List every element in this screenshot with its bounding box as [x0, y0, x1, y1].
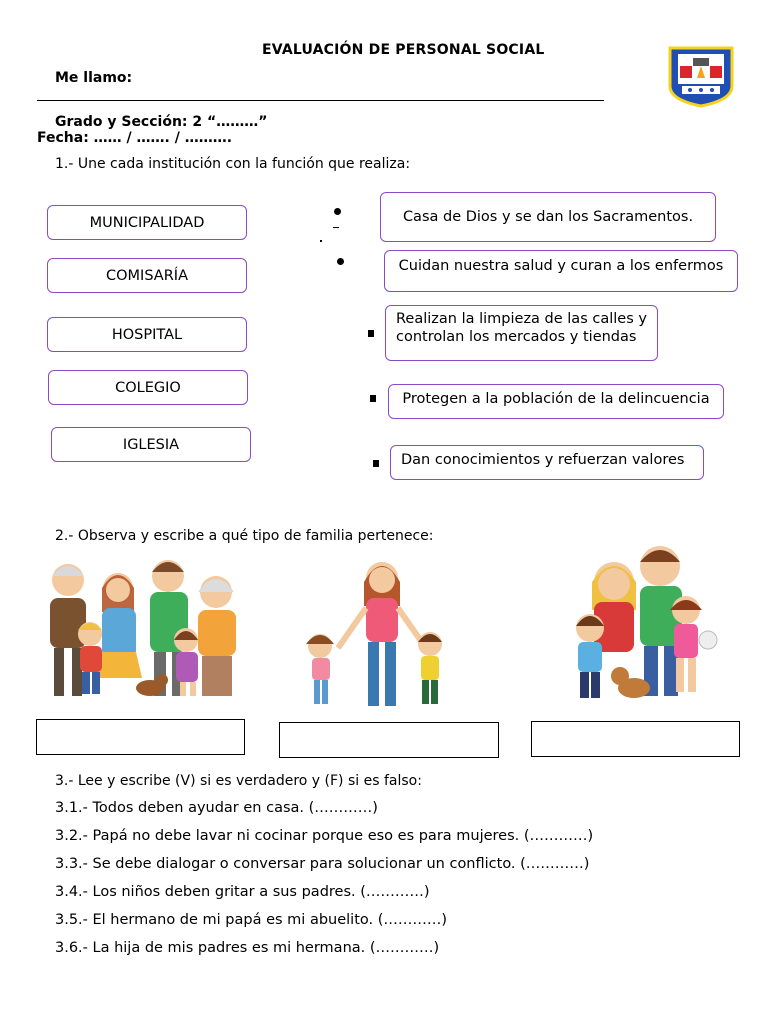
bullet-dot-small	[320, 240, 322, 242]
institution-iglesia[interactable]: IGLESIA	[51, 427, 251, 462]
true-false-item[interactable]: 3.2.- Papá no debe lavar ni cocinar porque eso es para mujeres. (…………)	[55, 828, 594, 844]
extended-family-illustration-icon	[38, 552, 248, 707]
true-false-item[interactable]: 3.5.- El hermano de mi papá es mi abuelito. (…………)	[55, 912, 448, 928]
true-false-item[interactable]: 3.1.- Todos deben ayudar en casa. (…………)	[55, 800, 378, 816]
family-answer-box-3[interactable]	[531, 721, 740, 757]
bullet-square	[368, 330, 374, 337]
function-municipalidad[interactable]: Realizan la limpieza de las calles y controlan los mercados y tiendas	[385, 305, 658, 361]
nuclear-family-illustration-icon	[548, 540, 730, 712]
date-label: Fecha: …… / ……. / ……….	[37, 130, 233, 146]
single-parent-family-illustration-icon	[290, 552, 470, 712]
family-answer-box-1[interactable]	[36, 719, 245, 755]
function-colegio[interactable]: Dan conocimientos y refuerzan valores	[390, 445, 704, 480]
question-2: 2.- Observa y escribe a qué tipo de familia pertenece:	[55, 528, 434, 544]
institution-hospital[interactable]: HOSPITAL	[47, 317, 247, 352]
name-label: Me llamo:	[55, 70, 133, 86]
function-iglesia[interactable]: Casa de Dios y se dan los Sacramentos.	[380, 192, 716, 242]
institution-colegio[interactable]: COLEGIO	[48, 370, 248, 405]
institution-comisaria[interactable]: COMISARÍA	[47, 258, 247, 293]
true-false-item[interactable]: 3.6.- La hija de mis padres es mi hermana. (…………)	[55, 940, 440, 956]
page-title: EVALUACIÓN DE PERSONAL SOCIAL	[262, 42, 545, 58]
true-false-item[interactable]: 3.4.- Los niños deben gritar a sus padres. (…………)	[55, 884, 430, 900]
family-answer-box-2[interactable]	[279, 722, 499, 758]
question-3: 3.- Lee y escribe (V) si es verdadero y (F) si es falso:	[55, 773, 422, 789]
function-comisaria[interactable]: Protegen a la población de la delincuencia	[388, 384, 724, 419]
bullet-dash	[333, 227, 339, 228]
institution-municipalidad[interactable]: MUNICIPALIDAD	[47, 205, 247, 240]
true-false-item[interactable]: 3.3.- Se debe dialogar o conversar para solucionar un conflicto. (…………)	[55, 856, 590, 872]
bullet-square	[370, 395, 376, 402]
bullet-square	[373, 460, 379, 467]
school-badge-icon	[666, 42, 736, 108]
grade-label: Grado y Sección: 2 “………”	[55, 114, 268, 130]
function-hospital[interactable]: Cuidan nuestra salud y curan a los enfermos	[384, 250, 738, 292]
bullet-dot	[337, 258, 344, 265]
bullet-dot	[334, 208, 341, 215]
name-line[interactable]	[37, 100, 604, 101]
question-1: 1.- Une cada institución con la función que realiza:	[55, 156, 411, 172]
